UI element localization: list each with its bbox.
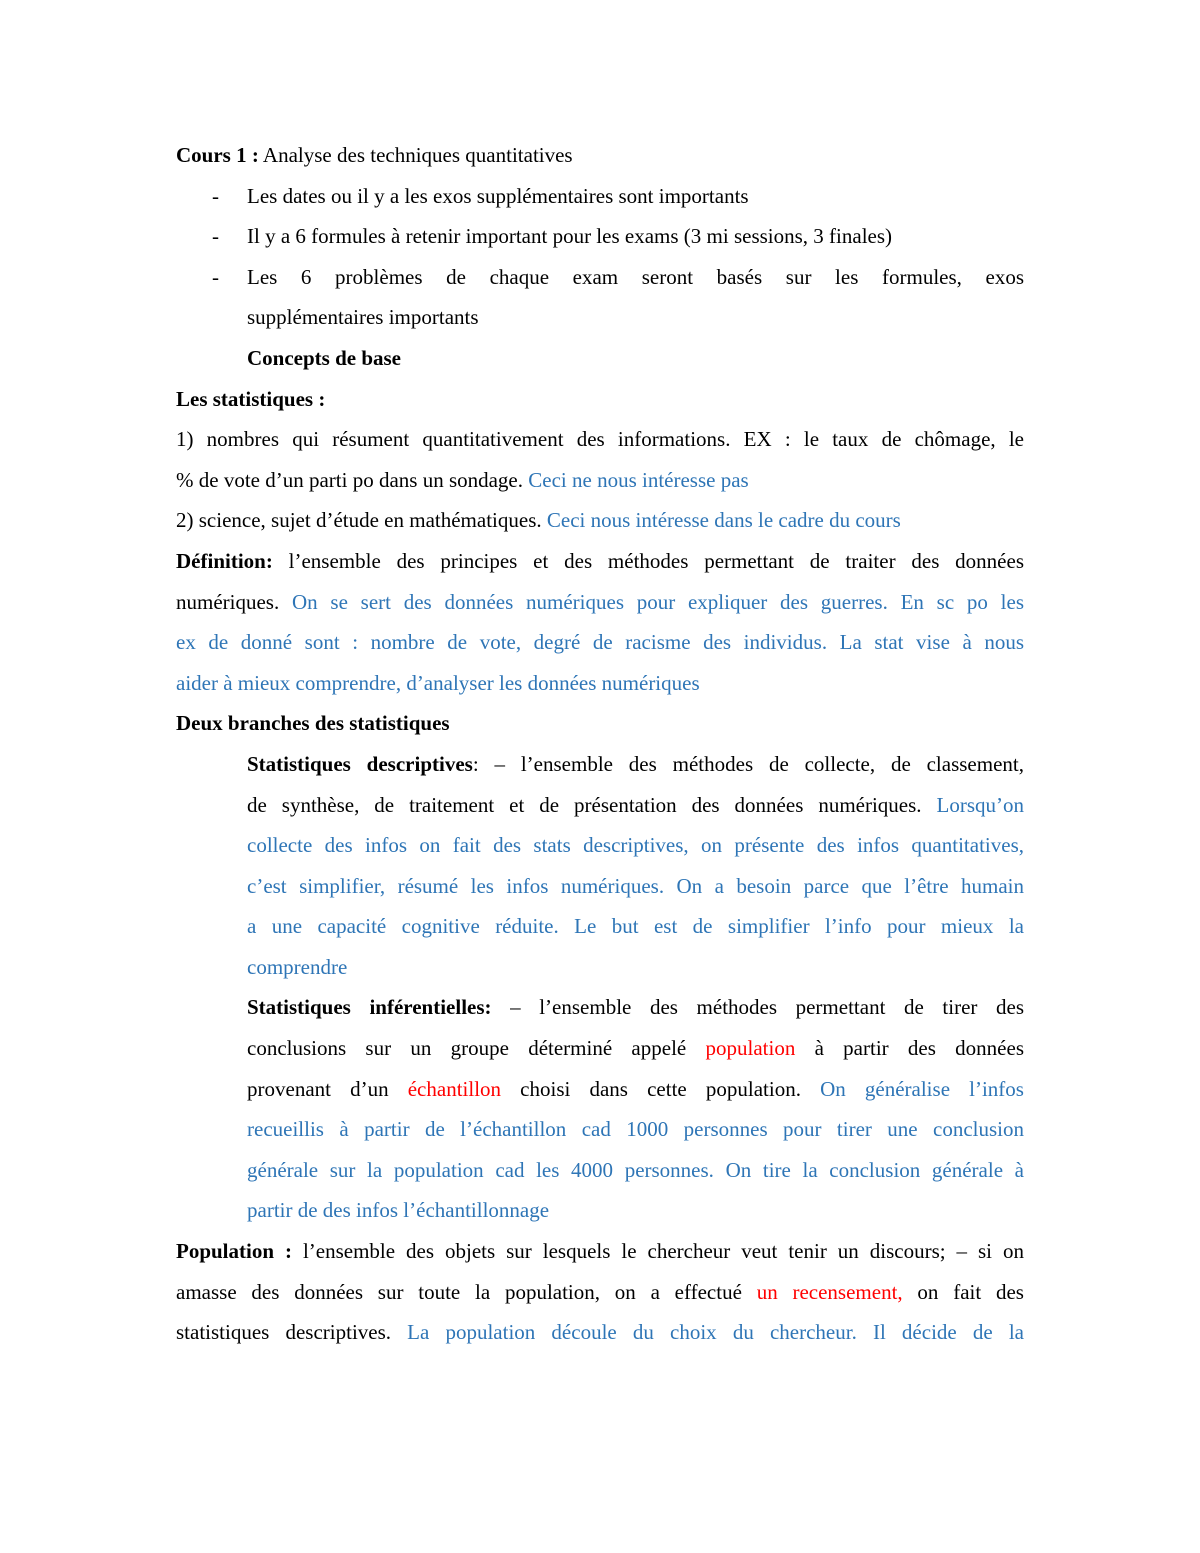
list-item-continuation: supplémentaires importants [247, 305, 479, 330]
note-blue: On généralise l’infos [820, 1076, 1024, 1101]
bullet-dash: - [212, 224, 219, 249]
document-body [176, 135, 1024, 1353]
section-heading-branches: Deux branches des statistiques [176, 711, 450, 736]
course-title-label: Cours 1 : [176, 143, 259, 167]
note-blue: ex de donné sont : nombre de vote, degré de racisme des individus. La stat vise à nous [176, 630, 1024, 655]
list-item: - Il y a 6 formules à retenir important pour les exams (3 mi sessions, 3 finales) [176, 216, 1024, 257]
note-blue: Ceci nous intéresse dans le cadre du cours [546, 508, 901, 533]
descriptive-label: Statistiques descriptives [247, 751, 473, 776]
note-blue: La population découle du choix du chercheur. Il décide de la [407, 1320, 1024, 1345]
note-blue: c’est simplifier, résumé les infos numériques. On a besoin parce que l’être humain [247, 873, 1024, 898]
inferential-label: Statistiques inférentielles: [247, 995, 492, 1020]
paragraph-line: 1) nombres qui résument quantitativement des informations. EX : le taux de chômage, le [176, 427, 1024, 452]
paragraph-line: 2) science, sujet d’étude en mathématiques. Ceci nous intéresse dans le cadre du cours [176, 508, 901, 533]
note-blue: aider à mieux comprendre, d’analyser les données numériques [176, 670, 700, 695]
inferential-definition: Statistiques inférentielles: – l’ensemble des méthodes permettant de tirer des [247, 995, 1024, 1020]
term-red: échantillon [407, 1076, 502, 1101]
paragraph-line: statistiques descriptives. La population découle du choix du chercheur. Il décide de la [176, 1320, 1024, 1345]
definition-line: Définition: l’ensemble des principes et des méthodes permettant de traiter des données [176, 548, 1024, 573]
bullet-dash: - [212, 183, 219, 208]
descriptive-definition: Statistiques descriptives: – l’ensemble des méthodes de collecte, de classement, [247, 751, 1024, 776]
paragraph-line: conclusions sur un groupe déterminé appelé population à partir des données [247, 1036, 1024, 1061]
list-item: - Les 6 problèmes de chaque exam seront basés sur les formules, exos [176, 257, 1024, 298]
note-blue: recueillis à partir de l’échantillon cad 1000 personnes pour tirer une conclusion [247, 1117, 1024, 1142]
course-title-text: Analyse des techniques quantitatives [258, 143, 573, 167]
paragraph-line: % de vote d’un parti po dans un sondage. Ceci ne nous intéresse pas [176, 467, 749, 492]
note-blue: Lorsqu’on [936, 792, 1024, 817]
bullet-dash: - [212, 264, 219, 289]
paragraph-line: de synthèse, de traitement et de présentation des données numériques. Lorsqu’on [247, 792, 1024, 817]
course-title [176, 135, 1024, 176]
note-blue: générale sur la population cad les 4000 personnes. On tire la conclusion générale à [247, 1157, 1024, 1182]
term-red: un recensement, [756, 1279, 903, 1304]
note-blue: collecte des infos on fait des stats descriptives, on présente des infos quantitatives, [247, 833, 1024, 858]
note-blue: partir de des infos l’échantillonnage [247, 1198, 550, 1223]
note-blue: a une capacité cognitive réduite. Le but est de simplifier l’info pour mieux la [247, 914, 1024, 939]
section-heading-statistiques: Les statistiques : [176, 386, 326, 411]
population-definition: Population : l’ensemble des objets sur lesquels le chercheur veut tenir un discours; – si on [176, 1239, 1024, 1264]
note-blue: Ceci ne nous intéresse pas [528, 467, 749, 492]
list-item: - Les dates ou il y a les exos supplémentaires sont importants [176, 176, 1024, 217]
note-blue: comprendre [247, 954, 348, 979]
population-label: Population : [176, 1239, 292, 1264]
definition-line: numériques. On se sert des données numériques pour expliquer des guerres. En sc po les [176, 589, 1024, 614]
note-blue: On se sert des données numériques pour expliquer des guerres. En sc po les [291, 589, 1024, 614]
section-heading-concepts: Concepts de base [247, 345, 402, 370]
term-red: population [705, 1036, 796, 1061]
paragraph-line: provenant d’un échantillon choisi dans cette population. On généralise l’infos [247, 1076, 1024, 1101]
definition-label: Définition: [176, 548, 273, 573]
paragraph-line: amasse des données sur toute la population, on a effectué un recensement, on fait des [176, 1279, 1024, 1304]
